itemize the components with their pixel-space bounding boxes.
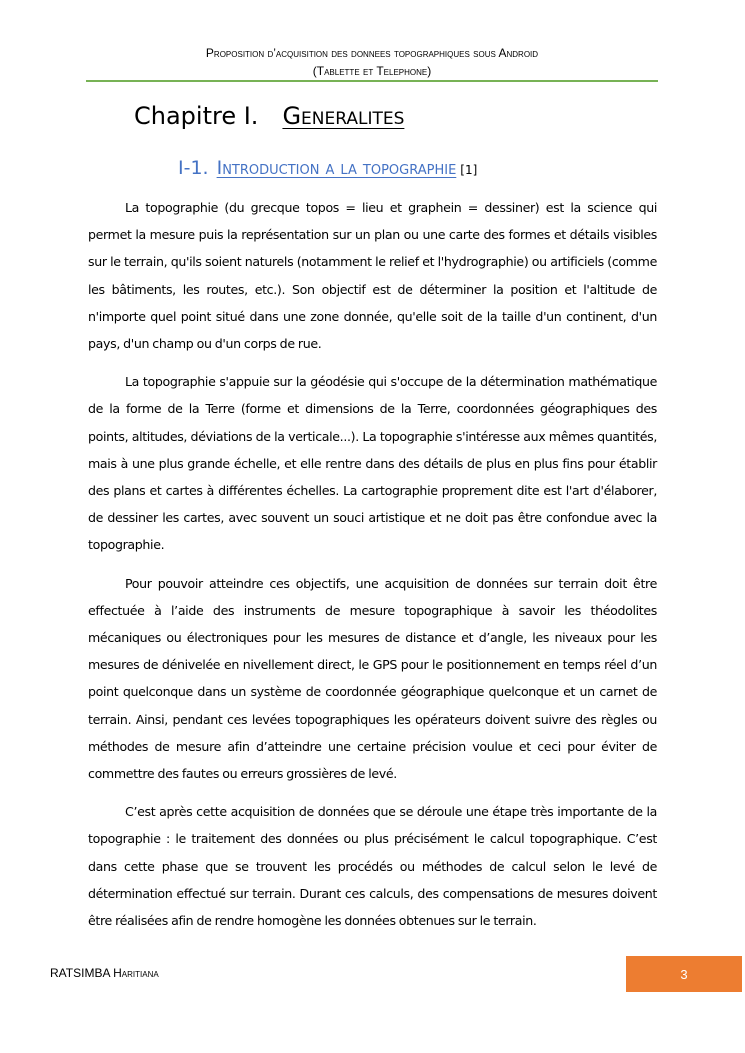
footer-author: RATSIMBA Haritiana (50, 966, 159, 980)
paragraph: La topographie (du grecque topos = lieu et graphein = dessiner) est la science qui permet la mesure puis la représentation sur un plan ou une carte des formes et détails visibles sur le terrain, qu'ils soient naturels (notamment le relief et l'hydrographie) ou artificiels (comme les bâtiments, les routes, etc.). Son objectif est de déterminer la position et l'altitude de n'importe quel point situé dans une zone donnée, qu'elle soit de la taille d'un continent, d'un pays, d'un champ ou d'un corps de rue. (88, 200, 657, 352)
page-header (86, 44, 658, 80)
chapter-number: Chapitre I. (134, 102, 259, 130)
paragraph: Pour pouvoir atteindre ces objectifs, une acquisition de données sur terrain doit être effectuée à l’aide des instruments de mesure topographique à savoir les théodolites mécaniques ou électroniques pour les mesures de distance et d’angle, les niveaux pour les mesures de dénivelée en nivellement direct, le GPS pour le positionnement en temps réel d’un point quelconque dans un système de coordonnée géographique quelconque et un carnet de terrain. Ainsi, pendant ces levées topographiques les opérateurs doivent suivre des règles ou méthodes de mesure afin d’atteindre une certaine précision voulue et ceci pour éviter de commettre des fautes ou erreurs grossières de levé. (88, 575, 657, 782)
page-number-badge (626, 956, 742, 992)
section-title: Introduction a la topographie (216, 157, 457, 179)
page-number: 3 (680, 966, 688, 982)
header-line-2: (Tablette et Telephone) (312, 64, 432, 78)
section-reference: [1] (460, 163, 478, 177)
header-line-1: Proposition d’acquisition des donnees topographiques sous Android (205, 46, 539, 60)
chapter-title: Generalites (282, 102, 405, 130)
body-text (88, 194, 657, 945)
header-divider (86, 80, 658, 82)
section-heading (178, 157, 477, 179)
section-number: I-1. (178, 157, 209, 179)
chapter-heading (134, 102, 404, 130)
paragraph: La topographie s'appuie sur la géodésie qui s'occupe de la détermination mathématique de la forme de la Terre (forme et dimensions de la Terre, coordonnées géographiques des points, altitudes, déviations de la verticale...). La topographie s'intéresse aux mêmes quantités, mais à une plus grande échelle, et elle rentre dans des détails de plus en plus fins pour établir des plans et cartes à différentes échelles. La cartographie proprement dite est l'art d'élaborer, de dessiner les cartes, avec souvent un souci artistique et ne doit pas être confondue avec la topographie. (88, 374, 657, 553)
paragraph: C’est après cette acquisition de données que se déroule une étape très importante de la topographie : le traitement des données ou plus précisément le calcul topographique. C’est dans cette phase que se trouvent les procédés ou méthodes de calcul selon le levé de détermination effectué sur terrain. Durant ces calculs, des compensations de mesures doivent être réalisées afin de rendre homogène les données obtenues sur le terrain. (88, 804, 657, 929)
